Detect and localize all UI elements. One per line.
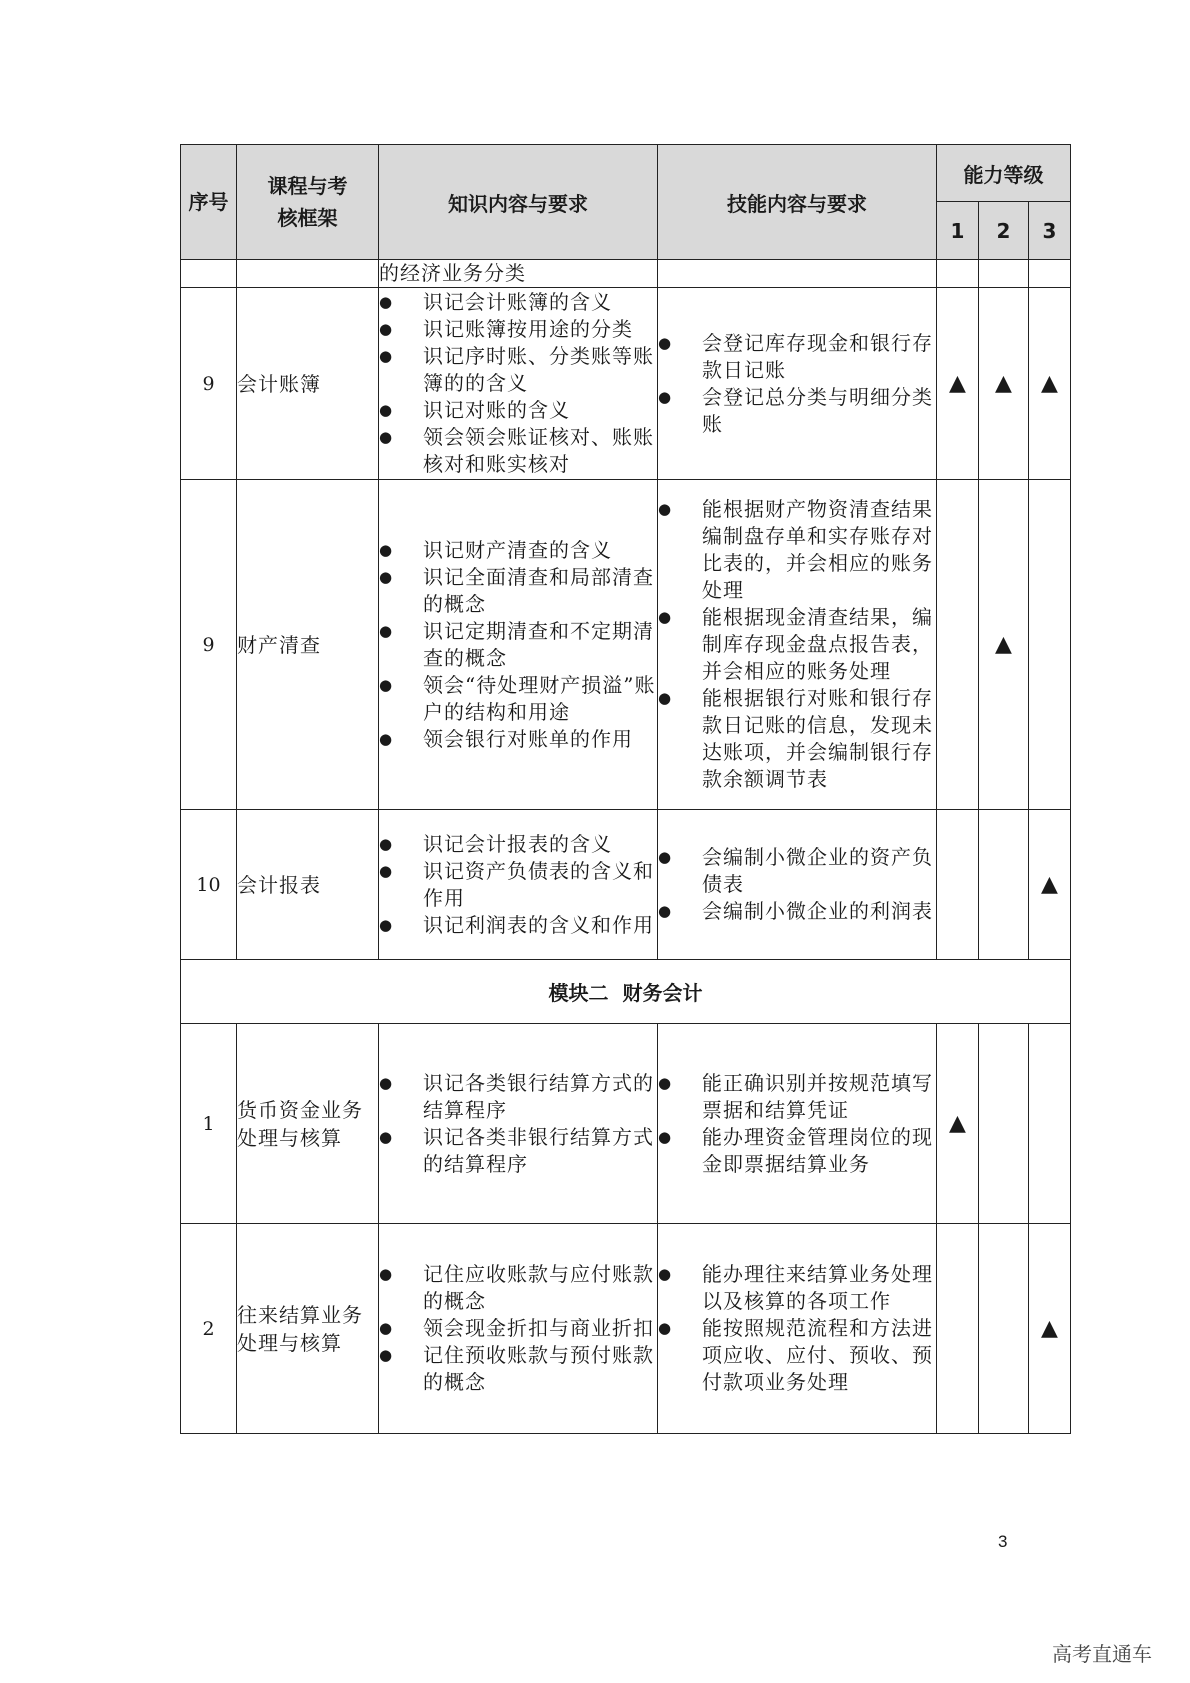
skill-item: ● 能根据财产物资清查结果编制盘存单和实存账存对比表的，并会相应的账务处理: [658, 496, 936, 604]
row-skill: [658, 288, 937, 480]
row-seq: 1: [181, 1024, 237, 1224]
knowledge-item: ● 识记账簿按用途的分类: [379, 316, 657, 343]
page-number: 3: [998, 1532, 1008, 1551]
skill-item: ● 能办理往来结算业务处理以及核算的各项工作: [658, 1261, 936, 1315]
skill-item: ● 会编制小微企业的资产负债表: [658, 844, 936, 898]
skill-item: ● 会编制小微企业的利润表: [658, 898, 936, 925]
skill-list: [658, 844, 936, 925]
header-skill: 技能内容与要求: [658, 145, 937, 260]
knowledge-item: ● 识记全面清查和局部清查的概念: [379, 564, 657, 618]
row-course: 会计账簿: [237, 288, 379, 480]
skill-item: ● 能根据现金清查结果，编制库存现金盘点报告表，并会相应的账务处理: [658, 604, 936, 685]
level-2-mark: [979, 1024, 1029, 1224]
row-seq: 9: [181, 288, 237, 480]
header-level: 能力等级: [937, 145, 1071, 202]
level-2-mark: [979, 1224, 1029, 1434]
row-skill: [658, 480, 937, 810]
level-1-mark: [937, 480, 979, 810]
header-level-1: 1: [937, 202, 979, 260]
level-3-mark: [1029, 480, 1071, 810]
knowledge-list: [379, 1070, 657, 1178]
knowledge-item: ● 识记财产清查的含义: [379, 537, 657, 564]
skill-item: ● 会登记库存现金和银行存款日记账: [658, 330, 936, 384]
knowledge-item: ● 识记会计账簿的含义: [379, 289, 657, 316]
knowledge-list: [379, 1261, 657, 1396]
knowledge-item: ● 领会领会账证核对、账账核对和账实核对: [379, 424, 657, 478]
level-2-mark: ▲: [979, 288, 1029, 480]
knowledge-item: ● 记住应收账款与应付账款的概念: [379, 1261, 657, 1315]
knowledge-item: ● 领会“待处理财产损溢”账户的结构和用途: [379, 672, 657, 726]
knowledge-item: ● 识记各类非银行结算方式的结算程序: [379, 1124, 657, 1178]
knowledge-item: ● 识记定期清查和不定期清查的概念: [379, 618, 657, 672]
level-2-mark: ▲: [979, 480, 1029, 810]
row-course: 往来结算业务处理与核算: [237, 1224, 379, 1434]
level-1-mark: ▲: [937, 1024, 979, 1224]
knowledge-list: [379, 289, 657, 478]
header-level-3: 3: [1029, 202, 1071, 260]
level-3-mark: ▲: [1029, 288, 1071, 480]
skill-item: ● 能正确识别并按规范填写票据和结算凭证: [658, 1070, 936, 1124]
row-seq: 9: [181, 480, 237, 810]
row-course: 会计报表: [237, 810, 379, 960]
table-body: [181, 260, 1071, 1434]
row-seq: 10: [181, 810, 237, 960]
row-knowledge: [379, 1024, 658, 1224]
header-course: 课程与考核框架: [237, 145, 379, 260]
table-row: [181, 1024, 1071, 1224]
skill-item: ● 能办理资金管理岗位的现金即票据结算业务: [658, 1124, 936, 1178]
knowledge-item: ● 识记资产负债表的含义和作用: [379, 858, 657, 912]
row-knowledge: [379, 1224, 658, 1434]
knowledge-item: ● 领会现金折扣与商业折扣: [379, 1315, 657, 1342]
row-course: 财产清查: [237, 480, 379, 810]
row-knowledge: [379, 810, 658, 960]
knowledge-item: ● 识记序时账、分类账等账簿的的含义: [379, 343, 657, 397]
header-knowledge: 知识内容与要求: [379, 145, 658, 260]
skill-list: [658, 1261, 936, 1396]
table-row: [181, 810, 1071, 960]
module-row: [181, 960, 1071, 1024]
level-3-mark: [1029, 1024, 1071, 1224]
row-seq: 2: [181, 1224, 237, 1434]
knowledge-item: ● 识记利润表的含义和作用: [379, 912, 657, 939]
table-row: [181, 1224, 1071, 1434]
knowledge-item: ● 识记会计报表的含义: [379, 831, 657, 858]
row-skill: [658, 1024, 937, 1224]
skill-item: ● 会登记总分类与明细分类账: [658, 384, 936, 438]
level-2-mark: [979, 810, 1029, 960]
continuation-row: [181, 260, 1071, 288]
knowledge-list: [379, 537, 657, 753]
level-1-mark: ▲: [937, 288, 979, 480]
table-row: [181, 480, 1071, 810]
skill-list: [658, 1070, 936, 1178]
skill-list: [658, 330, 936, 438]
skill-list: [658, 496, 936, 793]
row-knowledge: [379, 288, 658, 480]
level-1-mark: [937, 810, 979, 960]
header-level-2: 2: [979, 202, 1029, 260]
knowledge-item: ● 识记对账的含义: [379, 397, 657, 424]
row-course: 货币资金业务处理与核算: [237, 1024, 379, 1224]
continuation-knowledge: 的经济业务分类: [379, 260, 658, 288]
knowledge-item: ● 记住预收账款与预付账款的概念: [379, 1342, 657, 1396]
level-3-mark: ▲: [1029, 810, 1071, 960]
knowledge-list: [379, 831, 657, 939]
row-knowledge: [379, 480, 658, 810]
table-header: [181, 145, 1071, 260]
row-skill: [658, 810, 937, 960]
skill-item: ● 能根据银行对账和银行存款日记账的信息，发现未达账项，并会编制银行存款余额调节表: [658, 685, 936, 793]
skill-item: ● 能按照规范流程和方法进项应收、应付、预收、预付款项业务处理: [658, 1315, 936, 1396]
knowledge-item: ● 领会银行对账单的作用: [379, 726, 657, 753]
module-title: 模块二 财务会计: [181, 960, 1071, 1024]
row-skill: [658, 1224, 937, 1434]
level-1-mark: [937, 1224, 979, 1434]
table-row: [181, 288, 1071, 480]
level-3-mark: ▲: [1029, 1224, 1071, 1434]
watermark: 高考直通车: [1052, 1642, 1152, 1666]
header-seq: 序号: [181, 145, 237, 260]
syllabus-table: [180, 144, 1071, 1434]
knowledge-item: ● 识记各类银行结算方式的结算程序: [379, 1070, 657, 1124]
